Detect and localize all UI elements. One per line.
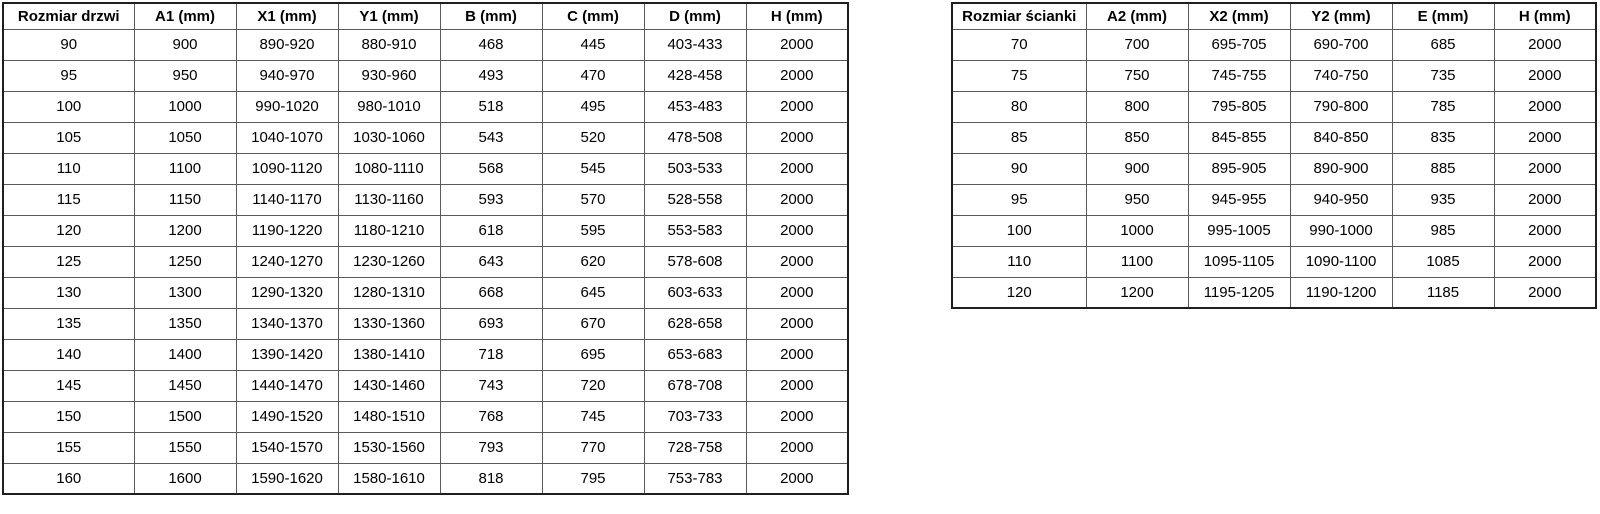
table-cell: 880-910 <box>338 29 440 60</box>
table-cell: 2000 <box>746 153 848 184</box>
table-cell: 840-850 <box>1290 122 1392 153</box>
table-cell: 105 <box>3 122 134 153</box>
table-cell: 653-683 <box>644 339 746 370</box>
table-cell: 1540-1570 <box>236 432 338 463</box>
table-cell: 2000 <box>746 401 848 432</box>
table-cell: 890-920 <box>236 29 338 60</box>
table-cell: 745-755 <box>1188 60 1290 91</box>
table-cell: 150 <box>3 401 134 432</box>
table-cell: 1250 <box>134 246 236 277</box>
table-cell: 1200 <box>134 215 236 246</box>
table-cell: 120 <box>952 277 1086 308</box>
table-cell: 2000 <box>1494 60 1596 91</box>
table-cell: 1350 <box>134 308 236 339</box>
table-cell: 2000 <box>746 432 848 463</box>
table-cell: 1050 <box>134 122 236 153</box>
table-cell: 1290-1320 <box>236 277 338 308</box>
table-cell: 120 <box>3 215 134 246</box>
column-header: E (mm) <box>1392 3 1494 29</box>
table-cell: 595 <box>542 215 644 246</box>
table-cell: 685 <box>1392 29 1494 60</box>
table-cell: 818 <box>440 463 542 494</box>
table-row <box>952 277 1596 308</box>
column-header: A1 (mm) <box>134 3 236 29</box>
table-cell: 700 <box>1086 29 1188 60</box>
table-cell: 890-900 <box>1290 153 1392 184</box>
table-cell: 1130-1160 <box>338 184 440 215</box>
table-cell: 740-750 <box>1290 60 1392 91</box>
table-cell: 620 <box>542 246 644 277</box>
table-cell: 1230-1260 <box>338 246 440 277</box>
table-cell: 2000 <box>1494 122 1596 153</box>
table-cell: 835 <box>1392 122 1494 153</box>
table-cell: 1240-1270 <box>236 246 338 277</box>
column-header: Y1 (mm) <box>338 3 440 29</box>
table-cell: 1100 <box>1086 246 1188 277</box>
table-cell: 70 <box>952 29 1086 60</box>
table-row <box>3 308 848 339</box>
table-row <box>3 370 848 401</box>
table-cell: 2000 <box>1494 246 1596 277</box>
table-cell: 668 <box>440 277 542 308</box>
column-header: Y2 (mm) <box>1290 3 1392 29</box>
table-cell: 1450 <box>134 370 236 401</box>
table-cell: 2000 <box>746 308 848 339</box>
table-cell: 445 <box>542 29 644 60</box>
table-cell: 593 <box>440 184 542 215</box>
table-cell: 2000 <box>1494 215 1596 246</box>
table-cell: 785 <box>1392 91 1494 122</box>
table-cell: 1580-1610 <box>338 463 440 494</box>
table-cell: 115 <box>3 184 134 215</box>
table-cell: 940-970 <box>236 60 338 91</box>
table-cell: 1200 <box>1086 277 1188 308</box>
table-cell: 100 <box>952 215 1086 246</box>
table-cell: 1150 <box>134 184 236 215</box>
table-cell: 80 <box>952 91 1086 122</box>
table-cell: 2000 <box>746 463 848 494</box>
table-cell: 980-1010 <box>338 91 440 122</box>
table-cell: 670 <box>542 308 644 339</box>
table-cell: 528-558 <box>644 184 746 215</box>
table-cell: 543 <box>440 122 542 153</box>
table-cell: 1400 <box>134 339 236 370</box>
table-cell: 468 <box>440 29 542 60</box>
table-cell: 95 <box>952 184 1086 215</box>
table-cell: 2000 <box>1494 91 1596 122</box>
table-cell: 570 <box>542 184 644 215</box>
table-row <box>3 401 848 432</box>
table-cell: 1390-1420 <box>236 339 338 370</box>
table-cell: 990-1000 <box>1290 215 1392 246</box>
table-cell: 1095-1105 <box>1188 246 1290 277</box>
column-header: A2 (mm) <box>1086 3 1188 29</box>
table-cell: 790-800 <box>1290 91 1392 122</box>
table-cell: 2000 <box>746 215 848 246</box>
column-header: Rozmiar drzwi <box>3 3 134 29</box>
table-cell: 2000 <box>746 370 848 401</box>
table-cell: 845-855 <box>1188 122 1290 153</box>
table-cell: 75 <box>952 60 1086 91</box>
table-cell: 800 <box>1086 91 1188 122</box>
table-row <box>952 246 1596 277</box>
table-cell: 90 <box>3 29 134 60</box>
table-cell: 553-583 <box>644 215 746 246</box>
table-cell: 745 <box>542 401 644 432</box>
table-cell: 2000 <box>746 184 848 215</box>
table-cell: 643 <box>440 246 542 277</box>
table-cell: 750 <box>1086 60 1188 91</box>
wall-panel-sizes-table <box>951 2 1597 309</box>
table-cell: 950 <box>1086 184 1188 215</box>
table-cell: 2000 <box>1494 29 1596 60</box>
table-row <box>952 184 1596 215</box>
table-cell: 125 <box>3 246 134 277</box>
table-cell: 693 <box>440 308 542 339</box>
table-cell: 1600 <box>134 463 236 494</box>
column-header: C (mm) <box>542 3 644 29</box>
table-row <box>3 29 848 60</box>
table-cell: 1040-1070 <box>236 122 338 153</box>
table-cell: 95 <box>3 60 134 91</box>
table-cell: 795 <box>542 463 644 494</box>
table-cell: 728-758 <box>644 432 746 463</box>
column-header: H (mm) <box>1494 3 1596 29</box>
column-header: B (mm) <box>440 3 542 29</box>
door-sizes-table <box>2 2 849 495</box>
column-header: H (mm) <box>746 3 848 29</box>
table-cell: 628-658 <box>644 308 746 339</box>
table-cell: 1140-1170 <box>236 184 338 215</box>
table-cell: 160 <box>3 463 134 494</box>
table-cell: 990-1020 <box>236 91 338 122</box>
table-row <box>952 91 1596 122</box>
table-cell: 493 <box>440 60 542 91</box>
table-cell: 130 <box>3 277 134 308</box>
table-cell: 1330-1360 <box>338 308 440 339</box>
table-cell: 1530-1560 <box>338 432 440 463</box>
table-cell: 1030-1060 <box>338 122 440 153</box>
table-cell: 1280-1310 <box>338 277 440 308</box>
table-cell: 155 <box>3 432 134 463</box>
table-cell: 720 <box>542 370 644 401</box>
table-row <box>952 153 1596 184</box>
header-row <box>3 3 848 29</box>
table-cell: 930-960 <box>338 60 440 91</box>
table-cell: 695 <box>542 339 644 370</box>
table-cell: 770 <box>542 432 644 463</box>
table-cell: 1190-1200 <box>1290 277 1392 308</box>
table-row <box>3 153 848 184</box>
table-cell: 1490-1520 <box>236 401 338 432</box>
table-cell: 945-955 <box>1188 184 1290 215</box>
table-row <box>952 122 1596 153</box>
table-cell: 110 <box>952 246 1086 277</box>
header-row <box>952 3 1596 29</box>
table-row <box>952 29 1596 60</box>
table-cell: 2000 <box>746 277 848 308</box>
table-cell: 895-905 <box>1188 153 1290 184</box>
table-cell: 1300 <box>134 277 236 308</box>
table-cell: 1090-1120 <box>236 153 338 184</box>
table-cell: 1000 <box>1086 215 1188 246</box>
table-cell: 885 <box>1392 153 1494 184</box>
table-cell: 110 <box>3 153 134 184</box>
table-cell: 1195-1205 <box>1188 277 1290 308</box>
column-header: X2 (mm) <box>1188 3 1290 29</box>
table-cell: 985 <box>1392 215 1494 246</box>
table-cell: 1480-1510 <box>338 401 440 432</box>
table-cell: 1000 <box>134 91 236 122</box>
table-cell: 470 <box>542 60 644 91</box>
table-row <box>3 215 848 246</box>
table-cell: 1100 <box>134 153 236 184</box>
table-cell: 503-533 <box>644 153 746 184</box>
table-cell: 90 <box>952 153 1086 184</box>
table-row <box>952 60 1596 91</box>
table-cell: 140 <box>3 339 134 370</box>
table-cell: 1550 <box>134 432 236 463</box>
table-cell: 735 <box>1392 60 1494 91</box>
table-cell: 145 <box>3 370 134 401</box>
table-row <box>3 339 848 370</box>
table-cell: 2000 <box>1494 153 1596 184</box>
table-cell: 753-783 <box>644 463 746 494</box>
table-cell: 703-733 <box>644 401 746 432</box>
table-cell: 900 <box>134 29 236 60</box>
column-header: D (mm) <box>644 3 746 29</box>
table-cell: 2000 <box>746 91 848 122</box>
table-cell: 743 <box>440 370 542 401</box>
table-cell: 1190-1220 <box>236 215 338 246</box>
table-cell: 618 <box>440 215 542 246</box>
table-cell: 1180-1210 <box>338 215 440 246</box>
table-cell: 2000 <box>1494 277 1596 308</box>
table-cell: 900 <box>1086 153 1188 184</box>
table-cell: 768 <box>440 401 542 432</box>
table-cell: 678-708 <box>644 370 746 401</box>
table-row <box>3 277 848 308</box>
table-cell: 478-508 <box>644 122 746 153</box>
table-cell: 793 <box>440 432 542 463</box>
table-cell: 545 <box>542 153 644 184</box>
table-cell: 1090-1100 <box>1290 246 1392 277</box>
table-cell: 695-705 <box>1188 29 1290 60</box>
table-cell: 495 <box>542 91 644 122</box>
table-cell: 568 <box>440 153 542 184</box>
table-cell: 2000 <box>746 339 848 370</box>
table-cell: 2000 <box>746 60 848 91</box>
table-cell: 995-1005 <box>1188 215 1290 246</box>
table-cell: 1085 <box>1392 246 1494 277</box>
table-cell: 578-608 <box>644 246 746 277</box>
table-cell: 1380-1410 <box>338 339 440 370</box>
table-cell: 1440-1470 <box>236 370 338 401</box>
table-row <box>3 184 848 215</box>
table-cell: 2000 <box>746 29 848 60</box>
table-cell: 935 <box>1392 184 1494 215</box>
table-cell: 950 <box>134 60 236 91</box>
table-cell: 1430-1460 <box>338 370 440 401</box>
column-header: X1 (mm) <box>236 3 338 29</box>
table-row <box>3 122 848 153</box>
table-cell: 2000 <box>746 122 848 153</box>
table-row <box>952 215 1596 246</box>
table-cell: 690-700 <box>1290 29 1392 60</box>
column-header: Rozmiar ścianki <box>952 3 1086 29</box>
table-cell: 1500 <box>134 401 236 432</box>
table-cell: 403-433 <box>644 29 746 60</box>
table-cell: 795-805 <box>1188 91 1290 122</box>
table-cell: 2000 <box>1494 184 1596 215</box>
table-row <box>3 463 848 494</box>
table-cell: 603-633 <box>644 277 746 308</box>
table-cell: 135 <box>3 308 134 339</box>
table-row <box>3 60 848 91</box>
table-row <box>3 246 848 277</box>
table-cell: 940-950 <box>1290 184 1392 215</box>
table-cell: 645 <box>542 277 644 308</box>
table-cell: 2000 <box>746 246 848 277</box>
table-row <box>3 432 848 463</box>
table-row <box>3 91 848 122</box>
table-cell: 850 <box>1086 122 1188 153</box>
table-cell: 1185 <box>1392 277 1494 308</box>
table-cell: 1340-1370 <box>236 308 338 339</box>
table-cell: 718 <box>440 339 542 370</box>
table-cell: 1080-1110 <box>338 153 440 184</box>
table-cell: 85 <box>952 122 1086 153</box>
table-cell: 1590-1620 <box>236 463 338 494</box>
table-cell: 453-483 <box>644 91 746 122</box>
table-cell: 428-458 <box>644 60 746 91</box>
table-cell: 518 <box>440 91 542 122</box>
table-cell: 520 <box>542 122 644 153</box>
table-cell: 100 <box>3 91 134 122</box>
